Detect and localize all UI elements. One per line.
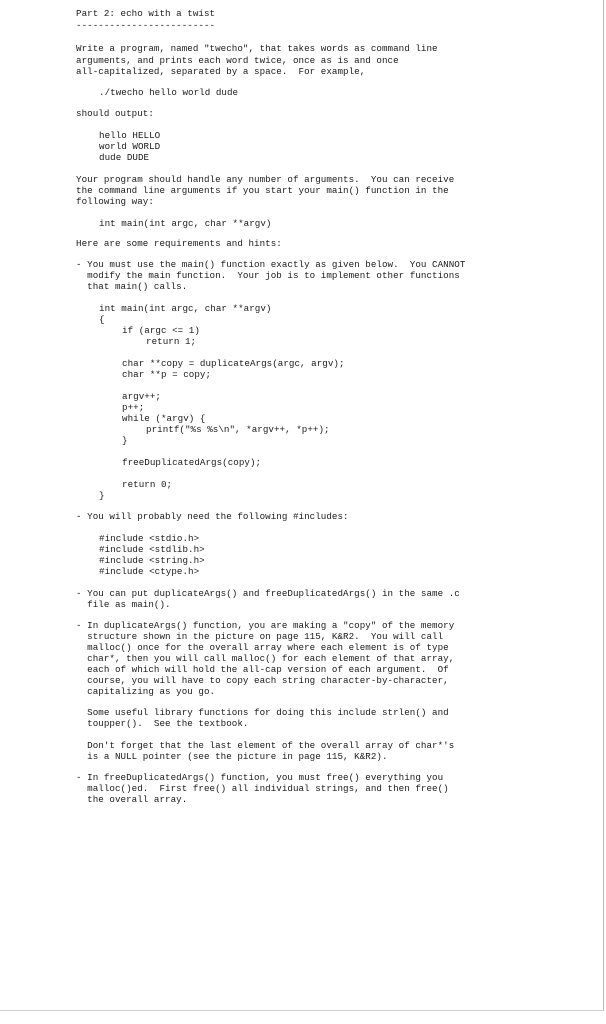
text-line: each of which will hold the all-cap version of each argument. Of bbox=[76, 664, 449, 675]
title-underline: ------------------------- bbox=[76, 20, 216, 31]
text-line: that main() calls. bbox=[76, 281, 188, 292]
text-line: should output: bbox=[76, 108, 154, 119]
text-line: if (argc <= 1) bbox=[122, 325, 200, 336]
text-line: { bbox=[99, 314, 105, 325]
text-line: return 0; bbox=[122, 479, 173, 490]
text-line: is a NULL pointer (see the picture in page 115, K&R2). bbox=[76, 751, 388, 762]
text-line: argv++; bbox=[122, 391, 161, 402]
text-line: arguments, and prints each word twice, once as is and once bbox=[76, 55, 399, 66]
text-line: capitalizing as you go. bbox=[76, 686, 216, 697]
document-title: Part 2: echo with a twist bbox=[76, 8, 216, 19]
text-line: Here are some requirements and hints: bbox=[76, 238, 282, 249]
text-line: dude DUDE bbox=[99, 152, 150, 163]
text-line: freeDuplicatedArgs(copy); bbox=[122, 457, 262, 468]
text-line: printf("%s %s\n", *argv++, *p++); bbox=[146, 424, 330, 435]
text-line: Don't forget that the last element of the overall array of char*'s bbox=[76, 740, 455, 751]
text-line: modify the main function. Your job is to implement other functions bbox=[76, 270, 460, 281]
text-line: - In duplicateArgs() function, you are making a "copy" of the memory bbox=[76, 620, 455, 631]
text-line: Some useful library functions for doing this include strlen() and bbox=[76, 707, 449, 718]
text-line: all-capitalized, separated by a space. For example, bbox=[76, 66, 366, 77]
text-line: } bbox=[99, 490, 105, 501]
text-line: - You will probably need the following #includes: bbox=[76, 511, 349, 522]
text-line: Your program should handle any number of arguments. You can receive bbox=[76, 174, 455, 185]
text-line: while (*argv) { bbox=[122, 413, 206, 424]
text-line: hello HELLO bbox=[99, 130, 161, 141]
text-line: - In freeDuplicatedArgs() function, you must free() everything you bbox=[76, 772, 444, 783]
text-line: return 1; bbox=[146, 336, 197, 347]
text-line: p++; bbox=[122, 402, 145, 413]
text-line: char*, then you will call malloc() for each element of that array, bbox=[76, 653, 455, 664]
text-line: toupper(). See the textbook. bbox=[76, 718, 249, 729]
text-line: char **p = copy; bbox=[122, 369, 212, 380]
text-line: #include <stdio.h> bbox=[99, 533, 200, 544]
text-line: } bbox=[122, 435, 128, 446]
text-line: file as main(). bbox=[76, 599, 171, 610]
text-line: char **copy = duplicateArgs(argc, argv); bbox=[122, 358, 345, 369]
text-line: int main(int argc, char **argv) bbox=[99, 218, 272, 229]
text-line: Write a program, named "twecho", that takes words as command line bbox=[76, 43, 438, 54]
text-line: world WORLD bbox=[99, 141, 161, 152]
text-line: #include <ctype.h> bbox=[99, 566, 200, 577]
text-line: int main(int argc, char **argv) bbox=[99, 303, 272, 314]
text-line: ./twecho hello world dude bbox=[99, 87, 239, 98]
text-line: the command line arguments if you start your main() function in the bbox=[76, 185, 449, 196]
text-line: #include <stdlib.h> bbox=[99, 544, 205, 555]
text-line: structure shown in the picture on page 115, K&R2. You will call bbox=[76, 631, 444, 642]
text-line: malloc()ed. First free() all individual strings, and then free() bbox=[76, 783, 449, 794]
text-line: the overall array. bbox=[76, 794, 188, 805]
text-line: - You can put duplicateArgs() and freeDuplicatedArgs() in the same .c bbox=[76, 588, 460, 599]
text-line: course, you will have to copy each string character-by-character, bbox=[76, 675, 449, 686]
text-line: - You must use the main() function exactly as given below. You CANNOT bbox=[76, 259, 466, 270]
text-line: following way: bbox=[76, 196, 154, 207]
text-line: malloc() once for the overall array where each element is of type bbox=[76, 642, 449, 653]
text-line: #include <string.h> bbox=[99, 555, 205, 566]
